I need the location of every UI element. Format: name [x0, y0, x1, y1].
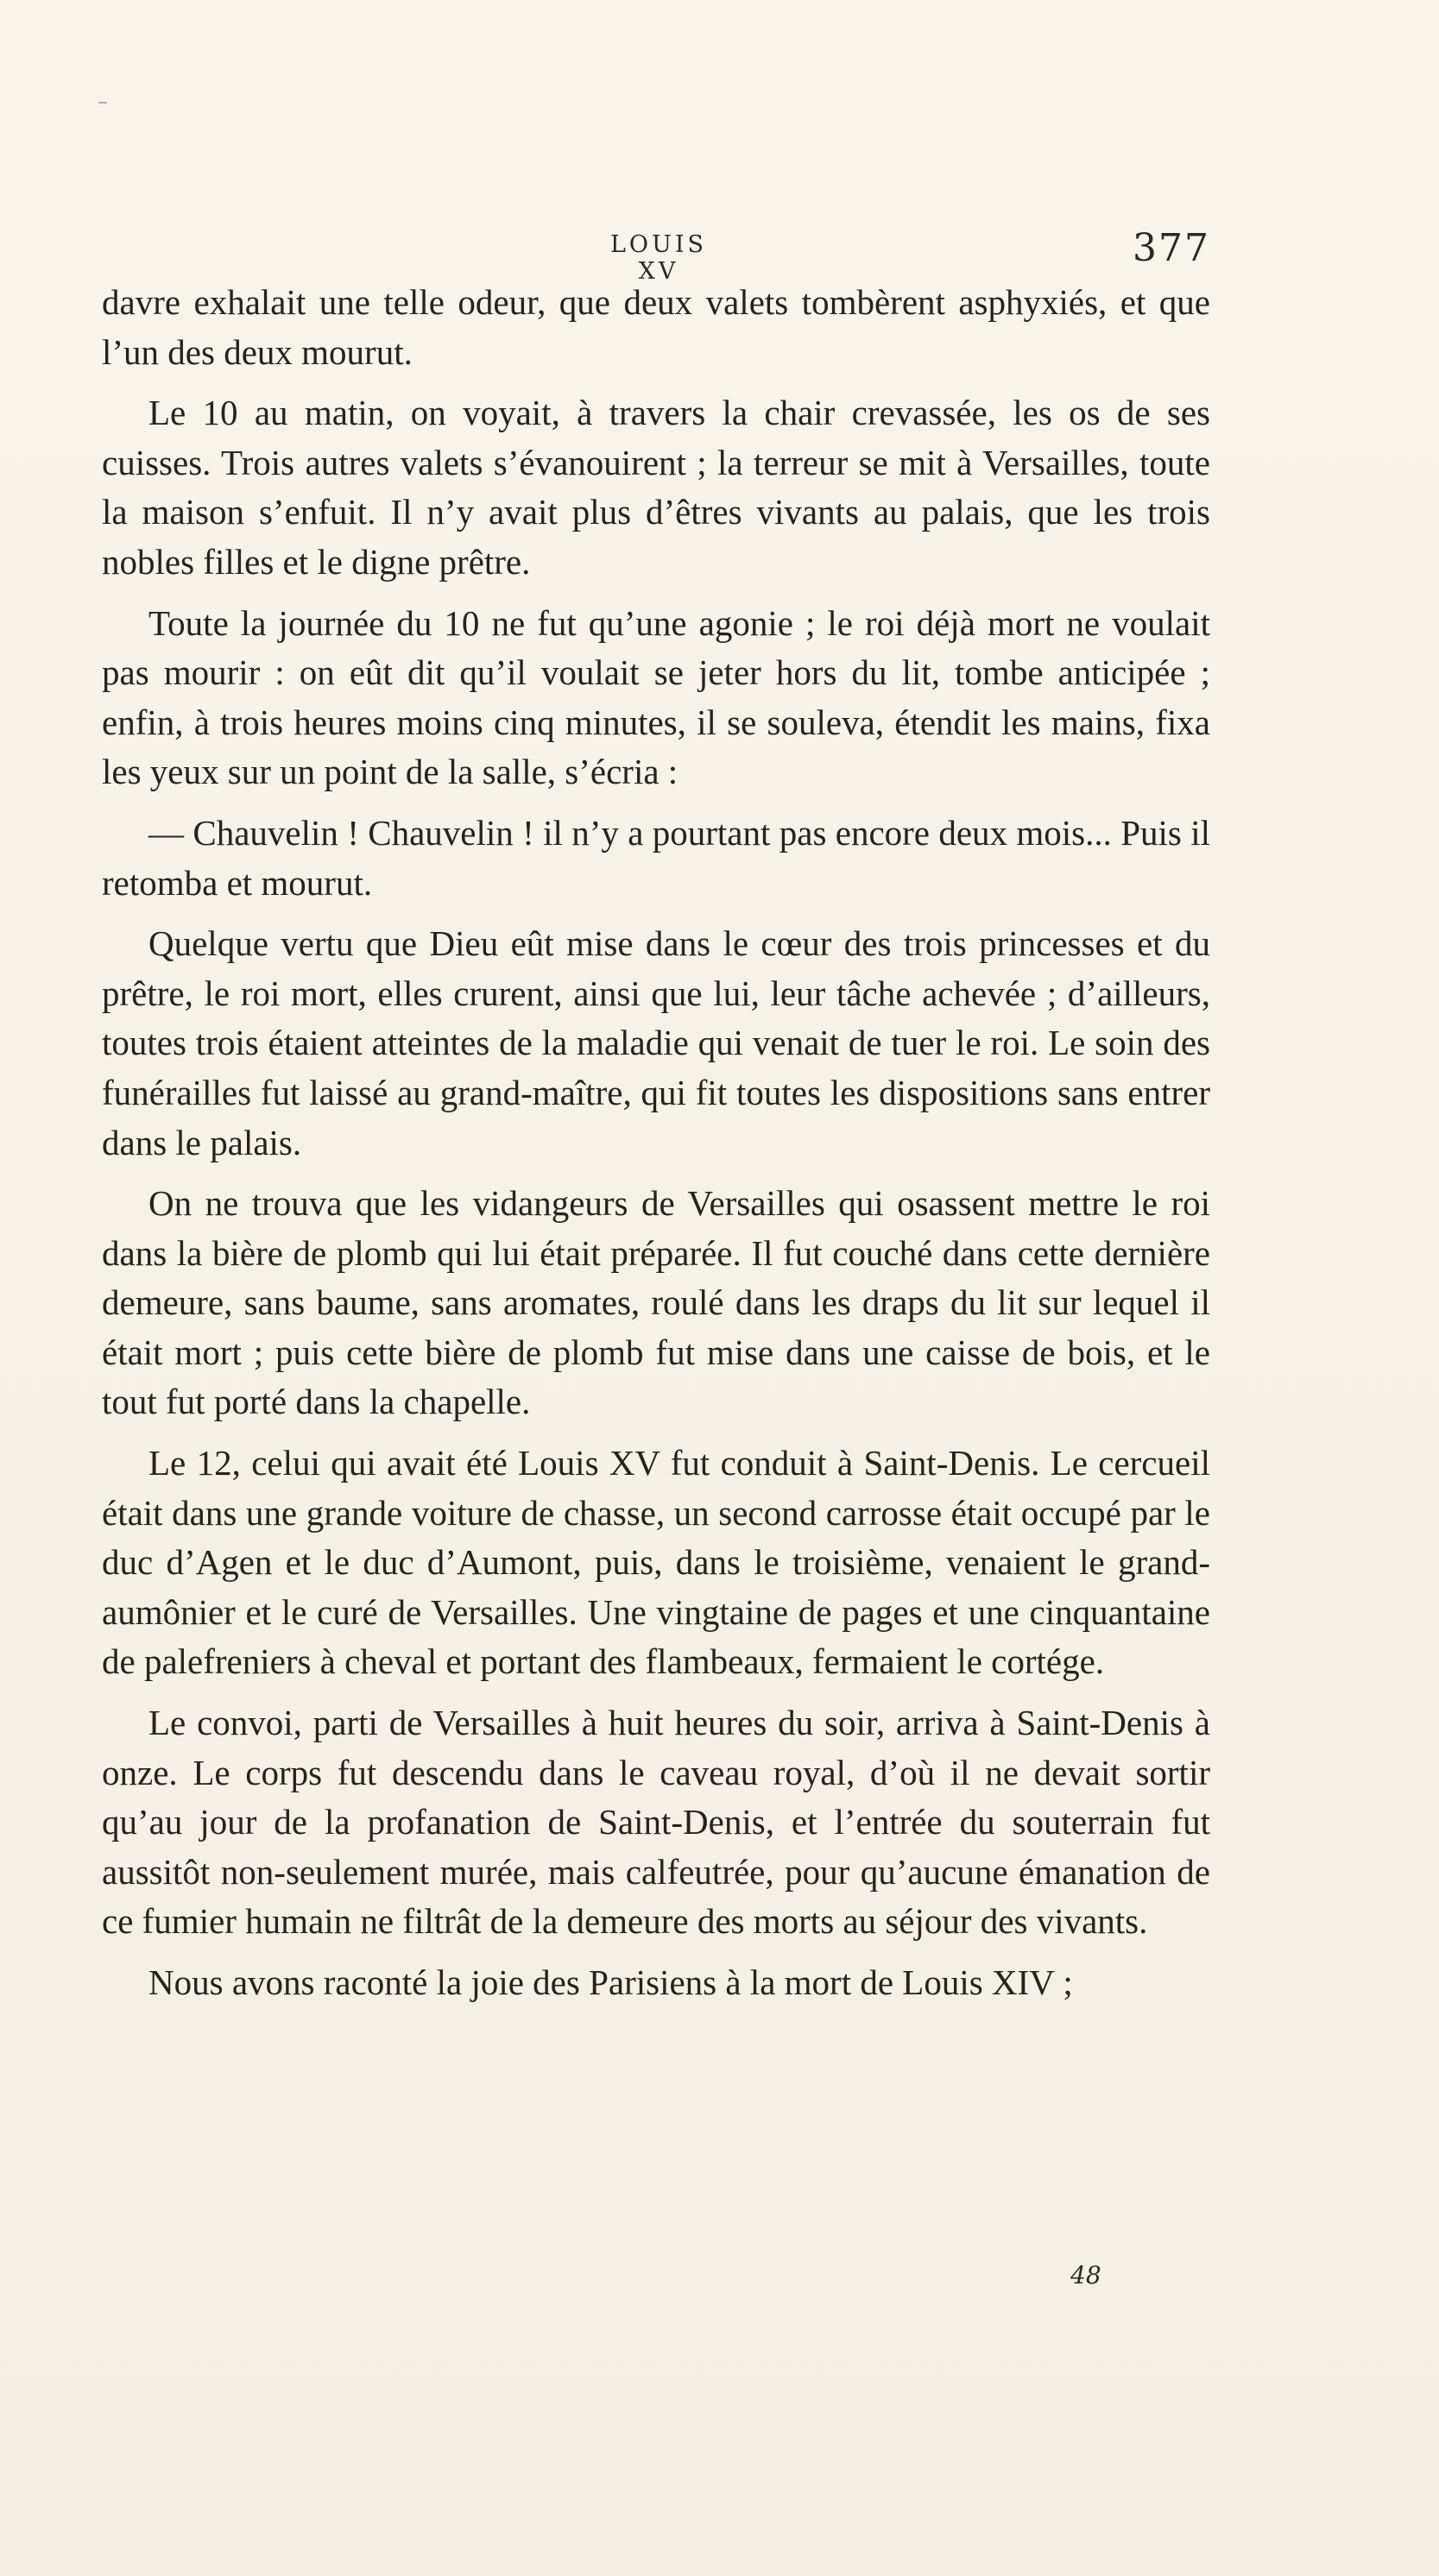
signature-mark: 48	[1070, 2261, 1101, 2289]
paragraph: Le convoi, parti de Versailles à huit heures du soir, arriva à Saint-Denis à onze. Le corps fut descendu dans le caveau royal, d’où il ne devait sortir qu’au jour de la profanation de Saint-Denis, et l’entrée du souterrain fut aussitôt non-seulement murée, mais calfeutrée, pour qu’aucune émanation de ce fumier humain ne filtrât de la demeure des morts au séjour des vivants.	[102, 1703, 1210, 1942]
paragraph: Le 10 au matin, on voyait, à travers la chair crevassée, les os de ses cuisses. Trois autres valets s’évanouirent ; la terreur se mit à Versailles, toute la maison s’enfuit. Il n’y avait plus d’êtres vivants au palais, que les trois nobles filles et le digne prêtre.	[102, 393, 1210, 582]
running-title: LOUIS XV	[610, 231, 707, 285]
page-number: 377	[1133, 226, 1210, 270]
paragraph: Nous avons raconté la joie des Parisiens à la mort de Louis XIV ;	[148, 1962, 1073, 2002]
paragraph: davre exhalait une telle odeur, que deux valets tombèrent asphyxiés, et que l’un des deux mourut.	[102, 282, 1210, 372]
body-text	[102, 278, 1210, 2019]
paragraph: On ne trouva que les vidangeurs de Versailles qui osassent mettre le roi dans la bière de plomb qui lui était préparée. Il fut couché dans cette dernière demeure, sans baume, sans aromates, roulé dans les draps du lit sur lequel il était mort ; puis cette bière de plomb fut mise dans une caisse de bois, et le tout fut porté dans la chapelle.	[102, 1183, 1210, 1422]
paragraph: Quelque vertu que Dieu eût mise dans le cœur des trois princesses et du prêtre, le roi mort, elles crurent, ainsi que lui, leur tâche achevée ; d’ailleurs, toutes trois étaient atteintes de la maladie qui venait de tuer le roi. Le soin des funérailles fut laissé au grand-maître, qui fit toutes les dispositions sans entrer dans le palais.	[102, 923, 1210, 1162]
paragraph: Le 12, celui qui avait été Louis XV fut conduit à Saint-Denis. Le cercueil était dans une grande voiture de chasse, un second carrosse était occupé par le duc d’Agen et le duc d’Aumont, puis, dans le troisième, venaient le grand-aumônier et le curé de Versailles. Une vingtaine de pages et une cinquantaine de palefreniers à cheval et portant des flambeaux, fermaient le cortége.	[102, 1443, 1210, 1682]
running-head	[102, 226, 1210, 285]
paragraph: Toute la journée du 10 ne fut qu’une agonie ; le roi déjà mort ne voulait pas mourir : on eût dit qu’il voulait se jeter hors du lit, tombe anticipée ; enfin, à trois heures moins cinq minutes, il se souleva, étendit les mains, fixa les yeux sur un point de la salle, s’écria :	[102, 602, 1210, 792]
paper-speck	[98, 102, 107, 104]
paragraph: — Chauvelin ! Chauvelin ! il n’y a pourtant pas encore deux mois... Puis il retomba et mourut.	[102, 812, 1210, 903]
